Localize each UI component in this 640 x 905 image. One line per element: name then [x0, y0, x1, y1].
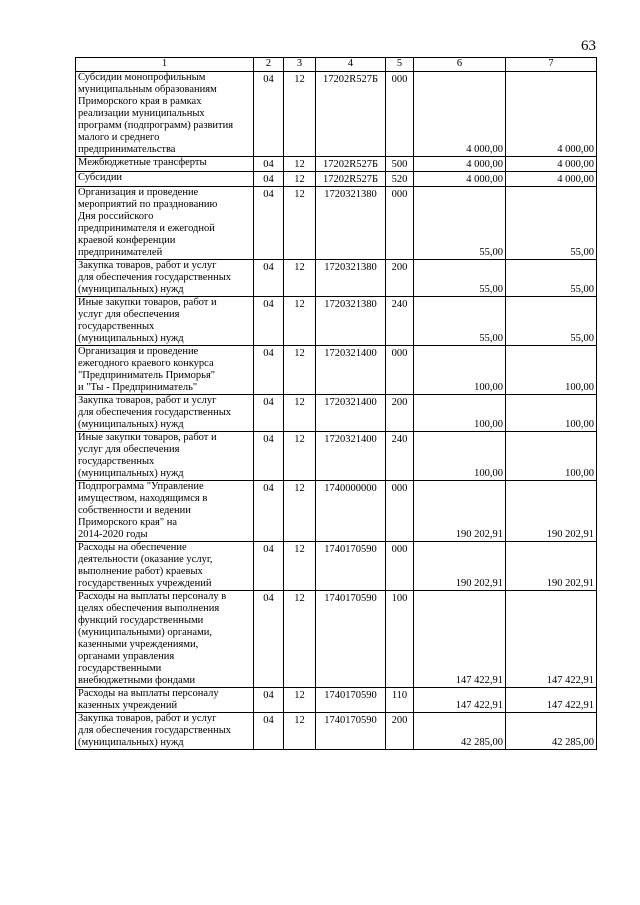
expense-type-cell	[386, 481, 414, 542]
target-article-cell-text: 1740170590	[324, 544, 377, 555]
amount-cell-text: 55,00	[570, 247, 594, 258]
table-row	[76, 591, 597, 688]
section-code-cell-text: 04	[263, 189, 274, 200]
subsection-code-cell	[284, 260, 316, 297]
amount-cell	[506, 713, 597, 750]
item-name-cell-text: Расходы на обеспечение деятельности (оказание услуг, выполнение работ) краевых государственных учреждений	[78, 542, 213, 589]
table-row	[76, 346, 597, 395]
subsection-code-cell-text: 12	[294, 690, 305, 701]
expense-type-cell-text: 110	[391, 690, 408, 701]
expense-type-cell	[386, 542, 414, 591]
table-row	[76, 542, 597, 591]
expense-type-cell	[386, 187, 414, 260]
section-code-cell	[254, 297, 284, 346]
amount-cell-text: 190 202,91	[455, 578, 503, 589]
table-row	[76, 395, 597, 432]
column-header: 1	[76, 58, 254, 72]
expense-type-cell	[386, 713, 414, 750]
subsection-code-cell	[284, 688, 316, 713]
expense-type-cell-text: 000	[391, 189, 408, 200]
column-header: 4	[316, 58, 386, 72]
amount-cell	[506, 72, 597, 157]
section-code-cell-text: 04	[263, 483, 274, 494]
item-name-cell	[76, 395, 254, 432]
item-name-cell	[76, 72, 254, 157]
target-article-cell	[316, 688, 386, 713]
amount-cell-text: 4 000,00	[557, 174, 594, 185]
item-name-cell	[76, 297, 254, 346]
target-article-cell-text: 17202R527Б	[322, 174, 379, 185]
section-code-cell-text: 04	[263, 159, 274, 170]
expense-type-cell	[386, 346, 414, 395]
amount-cell-text: 4 000,00	[466, 174, 503, 185]
column-header: 7	[506, 58, 597, 72]
column-header: 3	[284, 58, 316, 72]
subsection-code-cell	[284, 542, 316, 591]
amount-cell	[414, 187, 506, 260]
amount-cell	[414, 157, 506, 172]
amount-cell	[506, 297, 597, 346]
amount-cell-text: 147 422,91	[455, 700, 503, 711]
target-article-cell-text: 1720321380	[324, 262, 377, 273]
target-article-cell-text: 1720321400	[324, 397, 377, 408]
item-name-cell	[76, 260, 254, 297]
target-article-cell-text: 1740170590	[324, 715, 377, 726]
section-code-cell	[254, 260, 284, 297]
table-row	[76, 713, 597, 750]
expense-type-cell	[386, 260, 414, 297]
subsection-code-cell-text: 12	[294, 174, 305, 185]
amount-cell-text: 100,00	[474, 468, 503, 479]
item-name-cell	[76, 172, 254, 187]
section-code-cell-text: 04	[263, 348, 274, 359]
item-name-cell-text: Закупка товаров, работ и услуг для обеспечения государственных (муниципальных) нужд	[78, 395, 231, 430]
item-name-cell	[76, 432, 254, 481]
amount-cell-text: 100,00	[565, 382, 594, 393]
amount-cell-text: 190 202,91	[546, 529, 594, 540]
target-article-cell	[316, 260, 386, 297]
expense-type-cell	[386, 432, 414, 481]
item-name-cell	[76, 157, 254, 172]
amount-cell-text: 42 285,00	[461, 737, 503, 748]
amount-cell-text: 4 000,00	[466, 159, 503, 170]
subsection-code-cell-text: 12	[294, 397, 305, 408]
section-code-cell	[254, 481, 284, 542]
amount-cell-text: 147 422,91	[455, 675, 503, 686]
target-article-cell-text: 17202R527Б	[322, 159, 379, 170]
section-code-cell-text: 04	[263, 593, 274, 604]
subsection-code-cell	[284, 591, 316, 688]
table-row	[76, 172, 597, 187]
expense-type-cell	[386, 172, 414, 187]
table-row	[76, 481, 597, 542]
table-row	[76, 187, 597, 260]
amount-cell-text: 190 202,91	[455, 529, 503, 540]
item-name-cell-text: Субсидии монопрофильным муниципальным образованиям Приморского края в рамках реализации муниципальных программ (подпрограмм) развития малого и среднего предпринимательства	[78, 72, 234, 155]
column-header: 5	[386, 58, 414, 72]
target-article-cell	[316, 157, 386, 172]
section-code-cell	[254, 346, 284, 395]
expense-type-cell	[386, 72, 414, 157]
subsection-code-cell	[284, 72, 316, 157]
subsection-code-cell	[284, 172, 316, 187]
item-name-cell-text: Иные закупки товаров, работ и услуг для обеспечения государственных (муниципальных) нужд	[78, 432, 217, 479]
amount-cell	[506, 157, 597, 172]
target-article-cell-text: 1720321380	[324, 299, 377, 310]
expense-type-cell-text: 100	[391, 593, 408, 604]
target-article-cell-text: 1740000000	[324, 483, 377, 494]
amount-cell	[506, 395, 597, 432]
table-header-row	[76, 58, 597, 72]
target-article-cell	[316, 187, 386, 260]
amount-cell-text: 100,00	[565, 419, 594, 430]
expense-type-cell-text: 240	[391, 299, 408, 310]
amount-cell-text: 147 422,91	[546, 700, 594, 711]
amount-cell	[506, 172, 597, 187]
section-code-cell-text: 04	[263, 544, 274, 555]
section-code-cell-text: 04	[263, 174, 274, 185]
subsection-code-cell	[284, 481, 316, 542]
section-code-cell	[254, 72, 284, 157]
expense-type-cell	[386, 688, 414, 713]
amount-cell-text: 100,00	[474, 419, 503, 430]
amount-cell	[414, 688, 506, 713]
section-code-cell	[254, 688, 284, 713]
expense-type-cell-text: 200	[391, 715, 408, 726]
section-code-cell	[254, 591, 284, 688]
section-code-cell	[254, 172, 284, 187]
subsection-code-cell	[284, 346, 316, 395]
table-row	[76, 432, 597, 481]
target-article-cell-text: 1720321400	[324, 434, 377, 445]
expense-type-cell-text: 200	[391, 262, 408, 273]
subsection-code-cell-text: 12	[294, 483, 305, 494]
budget-table	[75, 57, 597, 750]
amount-cell-text: 190 202,91	[546, 578, 594, 589]
subsection-code-cell	[284, 187, 316, 260]
amount-cell	[506, 260, 597, 297]
section-code-cell-text: 04	[263, 690, 274, 701]
subsection-code-cell	[284, 432, 316, 481]
section-code-cell-text: 04	[263, 397, 274, 408]
item-name-cell-text: Расходы на выплаты персоналу казенных учреждений	[78, 688, 219, 711]
amount-cell-text: 100,00	[565, 468, 594, 479]
section-code-cell-text: 04	[263, 74, 274, 85]
item-name-cell	[76, 542, 254, 591]
subsection-code-cell-text: 12	[294, 299, 305, 310]
subsection-code-cell-text: 12	[294, 434, 305, 445]
item-name-cell-text: Расходы на выплаты персоналу в целях обеспечения выполнения функций государственными (муниципальными) органами, казенными учреждениями, органами управления государственными внебюджетными фондами	[78, 591, 227, 686]
amount-cell	[506, 591, 597, 688]
expense-type-cell-text: 000	[391, 483, 408, 494]
expense-type-cell-text: 000	[391, 544, 408, 555]
section-code-cell	[254, 713, 284, 750]
expense-type-cell-text: 520	[391, 174, 408, 185]
amount-cell	[414, 542, 506, 591]
amount-cell	[414, 297, 506, 346]
amount-cell	[414, 713, 506, 750]
section-code-cell	[254, 542, 284, 591]
column-header: 2	[254, 58, 284, 72]
amount-cell	[414, 591, 506, 688]
table-row	[76, 157, 597, 172]
item-name-cell	[76, 713, 254, 750]
amount-cell	[414, 72, 506, 157]
expense-type-cell-text: 240	[391, 434, 408, 445]
expense-type-cell	[386, 591, 414, 688]
column-header: 6	[414, 58, 506, 72]
target-article-cell	[316, 172, 386, 187]
amount-cell	[506, 187, 597, 260]
expense-type-cell-text: 000	[391, 74, 408, 85]
section-code-cell-text: 04	[263, 299, 274, 310]
amount-cell	[414, 395, 506, 432]
target-article-cell	[316, 432, 386, 481]
amount-cell	[506, 481, 597, 542]
target-article-cell-text: 1720321400	[324, 348, 377, 359]
target-article-cell-text: 1720321380	[324, 189, 377, 200]
target-article-cell-text: 1740170590	[324, 593, 377, 604]
subsection-code-cell	[284, 157, 316, 172]
section-code-cell	[254, 395, 284, 432]
subsection-code-cell-text: 12	[294, 593, 305, 604]
table-row	[76, 688, 597, 713]
amount-cell-text: 55,00	[479, 333, 503, 344]
expense-type-cell-text: 500	[391, 159, 408, 170]
amount-cell-text: 4 000,00	[466, 144, 503, 155]
amount-cell	[414, 172, 506, 187]
section-code-cell	[254, 157, 284, 172]
subsection-code-cell	[284, 395, 316, 432]
target-article-cell	[316, 297, 386, 346]
amount-cell	[414, 346, 506, 395]
amount-cell-text: 55,00	[479, 247, 503, 258]
amount-cell-text: 4 000,00	[557, 159, 594, 170]
item-name-cell	[76, 591, 254, 688]
expense-type-cell	[386, 395, 414, 432]
subsection-code-cell-text: 12	[294, 74, 305, 85]
expense-type-cell	[386, 297, 414, 346]
amount-cell-text: 55,00	[570, 284, 594, 295]
subsection-code-cell-text: 12	[294, 159, 305, 170]
item-name-cell-text: Подпрограмма "Управление имуществом, находящимся в собственности и ведении Приморского края" на 2014-2020 годы	[78, 481, 208, 540]
subsection-code-cell	[284, 713, 316, 750]
item-name-cell-text: Закупка товаров, работ и услуг для обеспечения государственных (муниципальных) нужд	[78, 713, 231, 748]
table-row	[76, 260, 597, 297]
table-row	[76, 72, 597, 157]
expense-type-cell-text: 000	[391, 348, 408, 359]
amount-cell-text: 55,00	[570, 333, 594, 344]
target-article-cell-text: 17202R527Б	[322, 74, 379, 85]
item-name-cell-text: Субсидии	[78, 172, 123, 183]
amount-cell-text: 42 285,00	[552, 737, 594, 748]
amount-cell-text: 55,00	[479, 284, 503, 295]
section-code-cell	[254, 432, 284, 481]
subsection-code-cell-text: 12	[294, 189, 305, 200]
section-code-cell	[254, 187, 284, 260]
expense-type-cell	[386, 157, 414, 172]
amount-cell	[506, 346, 597, 395]
subsection-code-cell-text: 12	[294, 348, 305, 359]
target-article-cell	[316, 72, 386, 157]
amount-cell-text: 100,00	[474, 382, 503, 393]
subsection-code-cell-text: 12	[294, 262, 305, 273]
amount-cell	[506, 688, 597, 713]
subsection-code-cell-text: 12	[294, 715, 305, 726]
amount-cell-text: 147 422,91	[546, 675, 594, 686]
item-name-cell-text: Закупка товаров, работ и услуг для обеспечения государственных (муниципальных) нужд	[78, 260, 231, 295]
target-article-cell-text: 1740170590	[324, 690, 377, 701]
expense-type-cell-text: 200	[391, 397, 408, 408]
target-article-cell	[316, 395, 386, 432]
amount-cell	[414, 432, 506, 481]
target-article-cell	[316, 481, 386, 542]
target-article-cell	[316, 591, 386, 688]
amount-cell	[506, 432, 597, 481]
target-article-cell	[316, 542, 386, 591]
item-name-cell	[76, 688, 254, 713]
amount-cell	[414, 481, 506, 542]
section-code-cell-text: 04	[263, 715, 274, 726]
item-name-cell-text: Организация и проведение мероприятий по празднованию Дня российского предпринимателя и ежегодной краевой конференции предпринимателей	[78, 187, 218, 258]
section-code-cell-text: 04	[263, 262, 274, 273]
item-name-cell-text: Организация и проведение ежегодного краевого конкурса "Предприниматель Приморья" и "Ты - Предприниматель"	[78, 346, 216, 393]
amount-cell-text: 4 000,00	[557, 144, 594, 155]
item-name-cell-text: Межбюджетные трансферты	[78, 157, 207, 168]
target-article-cell	[316, 346, 386, 395]
section-code-cell-text: 04	[263, 434, 274, 445]
subsection-code-cell-text: 12	[294, 544, 305, 555]
table-row	[76, 297, 597, 346]
target-article-cell	[316, 713, 386, 750]
item-name-cell-text: Иные закупки товаров, работ и услуг для обеспечения государственных (муниципальных) нужд	[78, 297, 217, 344]
amount-cell	[506, 542, 597, 591]
item-name-cell	[76, 346, 254, 395]
item-name-cell	[76, 187, 254, 260]
amount-cell	[414, 260, 506, 297]
page-number: 63	[581, 38, 596, 54]
subsection-code-cell	[284, 297, 316, 346]
item-name-cell	[76, 481, 254, 542]
